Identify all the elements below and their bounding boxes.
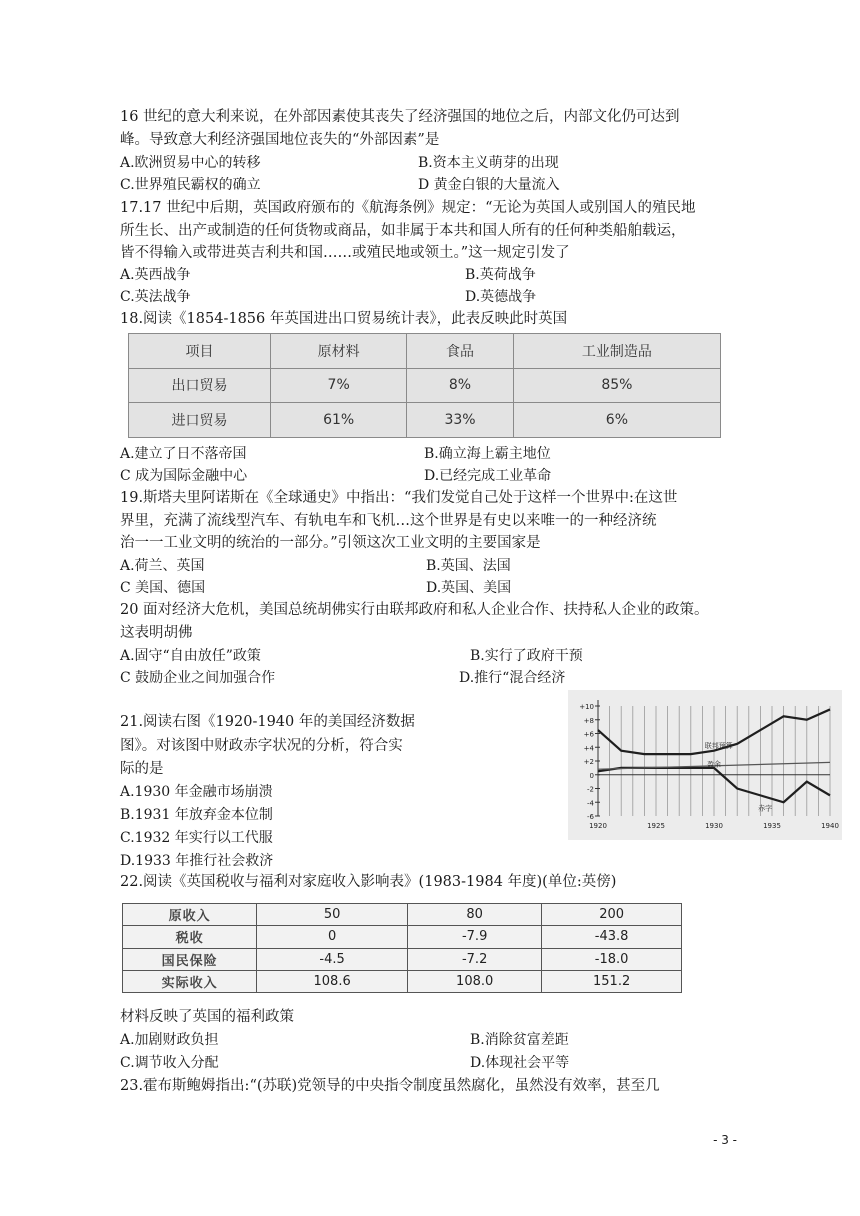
table-cell: 200 — [542, 904, 682, 926]
table-cell: 85% — [513, 368, 720, 403]
x-tick-label: 1920 — [589, 822, 607, 830]
y-tick-label: 0 — [589, 771, 594, 780]
y-tick-label: -4 — [587, 799, 594, 808]
trade-statistics-table — [128, 333, 721, 438]
q20-option-c: C 鼓励企业之间加强合作 — [120, 670, 276, 686]
q17-stem-line1: 17.17 世纪中后期，英国政府颁布的《航海条例》规定：“无论为英国人或别国人的殖民地 — [120, 200, 696, 216]
q16-stem-line2: 峰。导致意大利经济强国地位丧失的“外部因素”是 — [120, 132, 440, 148]
table-header-cell: 食品 — [407, 334, 514, 369]
table-row — [123, 926, 682, 948]
q16-option-b: B.资本主义萌芽的出现 — [418, 155, 559, 171]
q16-option-a: A.欧洲贸易中心的转移 — [120, 155, 261, 171]
q18-option-b: B.确立海上霸主地位 — [424, 446, 551, 462]
table-cell: 61% — [271, 403, 407, 438]
table-cell: 108.6 — [257, 970, 408, 992]
surplus-label: 盈余 — [707, 760, 722, 769]
q22-stem-line2: 材料反映了英国的福利政策 — [120, 1009, 294, 1025]
table-cell: 进口贸易 — [129, 403, 271, 438]
y-tick-label: -2 — [587, 785, 594, 794]
table-cell: 国民保险 — [123, 948, 257, 970]
q21-stem-line3: 际的是 — [120, 761, 164, 777]
x-tick-label: 1935 — [763, 822, 781, 830]
table-header-cell: 项目 — [129, 334, 271, 369]
table-cell: -18.0 — [542, 948, 682, 970]
table-cell: -43.8 — [542, 926, 682, 948]
table-header-cell: 原材料 — [271, 334, 407, 369]
q19-option-a: A.荷兰、英国 — [120, 558, 205, 574]
q19-option-b: B.英国、法国 — [426, 558, 511, 574]
q16-stem-line1: 16 世纪的意大利来说，在外部因素使其丧失了经济强国的地位之后，内部文化仍可达到 — [120, 109, 680, 125]
x-tick-label: 1930 — [705, 822, 723, 830]
q20-stem-line1: 20 面对经济大危机，美国总统胡佛实行由联邦政府和私人企业合作、扶持私人企业的政策。 — [120, 602, 709, 618]
table-cell: 税收 — [123, 926, 257, 948]
table-row — [129, 403, 721, 438]
page-number: - 3 - — [713, 1133, 737, 1147]
q22-option-d: D.体现社会平等 — [470, 1055, 570, 1071]
table-cell: 80 — [408, 904, 542, 926]
q19-stem-line1: 19.斯塔夫里阿诺斯在《全球通史》中指出：“我们发觉自己处于这样一个世界中:在这世 — [120, 490, 678, 506]
y-tick-label: +2 — [583, 758, 594, 766]
q17-option-c: C.英法战争 — [120, 289, 191, 305]
table-cell: 出口贸易 — [129, 368, 271, 403]
table-row — [123, 970, 682, 992]
q21-option-d: D.1933 年推行社会救济 — [120, 853, 274, 869]
deficit-label: 赤字 — [758, 804, 773, 813]
y-tick-label: +8 — [583, 716, 594, 725]
table-cell: 原收入 — [123, 904, 257, 926]
q22-stem-line1: 22.阅读《英国税收与福利对家庭收入影响表》(1983-1984 年度)(单位:英傍) — [120, 874, 617, 890]
q17-option-d: D.英德战争 — [465, 289, 537, 305]
q19-option-c: C 美国、德国 — [120, 580, 206, 596]
q19-stem-line3: 治一一工业文明的统治的一部分。”引领这次工业文明的主要国家是 — [120, 535, 541, 551]
table-row — [123, 948, 682, 970]
q21-option-a: A.1930 年金融市场崩溃 — [120, 784, 273, 800]
table-cell: 33% — [407, 403, 514, 438]
table-cell: 6% — [513, 403, 720, 438]
tax-welfare-table — [122, 903, 682, 993]
y-tick-label: +10 — [579, 703, 594, 711]
x-tick-label: 1925 — [647, 822, 665, 830]
table-row — [129, 368, 721, 403]
q20-stem-line2: 这表明胡佛 — [120, 625, 193, 641]
q21-stem-line1: 21.阅读右图《1920-1940 年的美国经济数据 — [120, 714, 415, 730]
q22-option-c: C.调节收入分配 — [120, 1055, 219, 1071]
table-cell: 8% — [407, 368, 514, 403]
y-tick-label: -6 — [587, 813, 594, 821]
table-row — [123, 904, 682, 926]
q21-stem-line2: 图》。对该图中财政赤字状况的分析，符合实 — [120, 738, 403, 754]
q18-stem-line1: 18.阅读《1854-1856 年英国进出口贸易统计表》，此表反映此时英国 — [120, 311, 568, 327]
table-cell: 7% — [271, 368, 407, 403]
table-cell: 151.2 — [542, 970, 682, 992]
table-header-row — [129, 334, 721, 369]
table-cell: 实际收入 — [123, 970, 257, 992]
q16-option-d: D 黄金白银的大量流入 — [418, 177, 560, 193]
table-cell: -7.9 — [408, 926, 542, 948]
q20-option-d: D.推行“混合经济 — [459, 670, 566, 686]
table-header-cell: 工业制造品 — [513, 334, 720, 369]
chart-svg — [568, 690, 842, 840]
us-economic-data-chart — [568, 690, 842, 840]
q16-option-c: C.世界殖民霸权的确立 — [120, 177, 261, 193]
table-cell: 50 — [257, 904, 408, 926]
budget-label: 联邦预算 — [704, 741, 733, 750]
q17-option-a: A.英西战争 — [120, 267, 191, 283]
q17-option-b: B.英荷战争 — [465, 267, 536, 283]
q21-option-c: C.1932 年实行以工代服 — [120, 830, 273, 846]
table-cell: 0 — [257, 926, 408, 948]
table-cell: 108.0 — [408, 970, 542, 992]
q18-option-d: D.已经完成工业革命 — [424, 468, 552, 484]
y-tick-label: +4 — [583, 744, 594, 753]
q20-option-a: A.固守“自由放任”政策 — [120, 648, 261, 664]
q18-option-a: A.建立了日不落帝国 — [120, 446, 247, 462]
q19-stem-line2: 界里，充满了流线型汽车、有轨电车和飞机…这个世界是有史以来唯一的一种经济统 — [120, 513, 657, 529]
q23-stem-line1: 23.霍布斯鲍姆指出:“(苏联)党领导的中央指令制度虽然腐化，虽然没有效率，甚至几 — [120, 1078, 660, 1094]
table-cell: -4.5 — [257, 948, 408, 970]
table-cell: -7.2 — [408, 948, 542, 970]
q21-option-b: B.1931 年放弃金本位制 — [120, 807, 273, 823]
q22-option-b: B.消除贫富差距 — [470, 1032, 569, 1048]
q18-option-c: C 成为国际金融中心 — [120, 468, 248, 484]
q20-option-b: B.实行了政府干预 — [470, 648, 583, 664]
q17-stem-line2: 所生长、出产或制造的任何货物或商品，如非属于本共和国人所有的任何种类船舶载运， — [120, 223, 686, 239]
x-tick-label: 1940 — [821, 822, 839, 830]
q19-option-d: D.英国、美国 — [426, 580, 512, 596]
q22-option-a: A.加剧财政负担 — [120, 1032, 219, 1048]
q17-stem-line3: 皆不得输入或带进英吉利共和国……或殖民地或领土。”这一规定引发了 — [120, 245, 570, 261]
y-tick-label: +6 — [583, 730, 594, 739]
